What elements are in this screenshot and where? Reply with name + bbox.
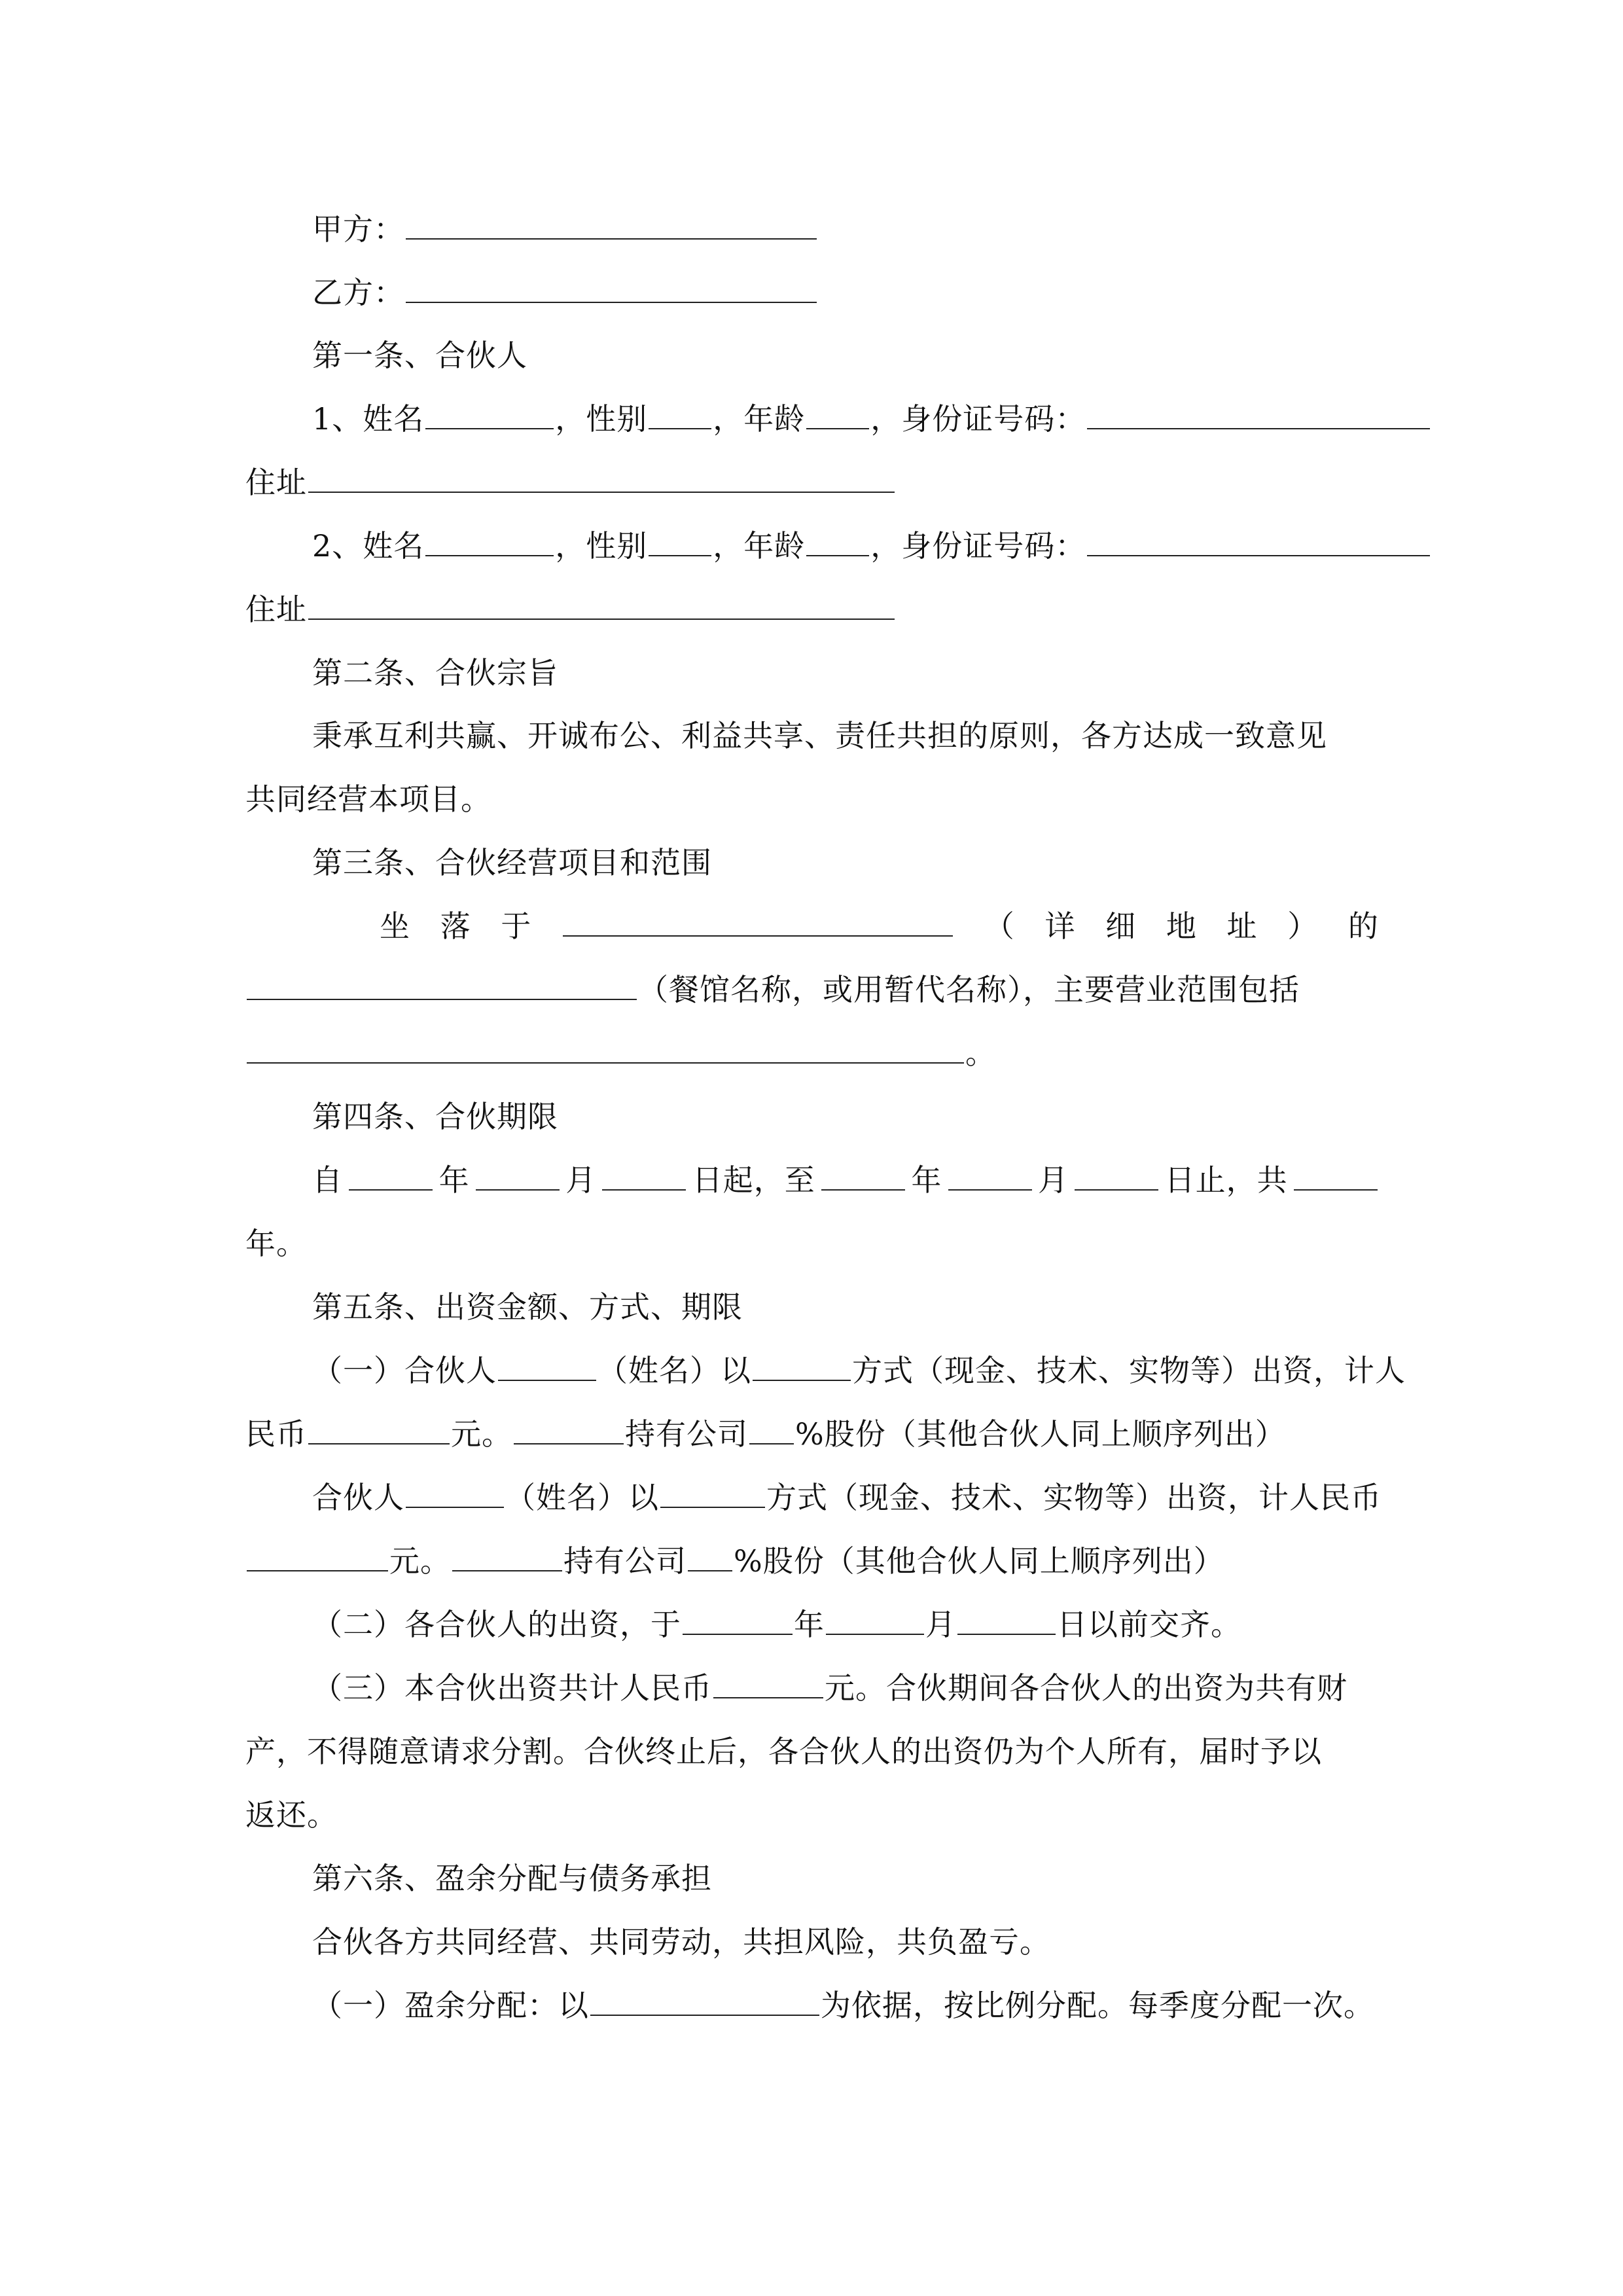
- distribution-basis-blank: [590, 1979, 819, 2016]
- total-years-blank: [1294, 1154, 1378, 1191]
- detail-char-7: 的: [1347, 908, 1379, 944]
- partner2-address-blank: [308, 583, 895, 620]
- article5-item1-line1: [312, 1344, 1406, 1397]
- detail-char-6: ）: [1287, 908, 1319, 944]
- article5-partner-line2: [245, 1535, 1379, 1587]
- partner1-name-label: 1、姓名: [312, 401, 425, 437]
- location-address-blank: [563, 900, 953, 937]
- item2-year: 年: [794, 1607, 825, 1642]
- article4-term-line: [312, 1154, 1379, 1206]
- item2-prefix: （二）各合伙人的出资，于: [312, 1607, 681, 1642]
- item1-hold: 持有公司: [625, 1416, 748, 1452]
- partner2-gender-label: ，性别: [555, 528, 648, 564]
- located-char-2: 落: [440, 908, 471, 944]
- term-day-start: 日起，至: [692, 1162, 815, 1198]
- party-a-label: 甲方：: [312, 211, 404, 247]
- party-b-line: [312, 266, 1379, 319]
- partner2-id-blank: [1087, 520, 1430, 556]
- item2-month-blank: [826, 1598, 924, 1635]
- partner2-line: [312, 520, 1379, 572]
- partner2-id-label: ，身份证号码：: [870, 528, 1086, 564]
- detail-char-2: 详: [1044, 908, 1076, 944]
- party-b-blank: [406, 266, 817, 303]
- article6-title: 第六条、盈余分配与债务承担: [312, 1861, 712, 1896]
- item2-day-blank: [957, 1598, 1056, 1635]
- partner-amount-blank: [247, 1535, 388, 1571]
- article5-item3-line3: 返还。: [245, 1797, 338, 1833]
- start-month-blank: [476, 1154, 560, 1191]
- item1-share-note: %股份（其他合伙人同上顺序列出）: [795, 1416, 1286, 1452]
- item1-prefix: （一）合伙人: [312, 1353, 497, 1388]
- article6-item1-prefix: （一）盈余分配：以: [312, 1988, 589, 2023]
- start-day-blank: [602, 1154, 686, 1191]
- article2-line1: 秉承互利共赢、开诚布公、利益共享、责任共担的原则，各方达成一致意见: [312, 718, 1327, 753]
- article5-title: 第五条、出资金额、方式、期限: [312, 1289, 743, 1325]
- item1-name-note: （姓名）以: [597, 1353, 751, 1388]
- partner2-address-label: 住址: [245, 592, 307, 627]
- detail-char-4: 地: [1166, 908, 1197, 944]
- item3-amount-blank: [713, 1662, 823, 1698]
- partner1-address-line: [245, 456, 1379, 509]
- partner-method-blank: [660, 1471, 765, 1508]
- partner2-address-line: [245, 583, 1379, 636]
- partner2-gender-blank: [649, 520, 711, 556]
- partner2-age-label: ，年龄: [713, 528, 806, 564]
- restaurant-name-blank: [247, 963, 637, 1000]
- business-scope-blank: [247, 1027, 964, 1064]
- term-from: 自: [312, 1162, 343, 1198]
- item1-holder-blank: [514, 1408, 624, 1444]
- partner1-age-label: ，年龄: [713, 401, 806, 437]
- term-year-1: 年: [438, 1162, 470, 1198]
- partner1-name-blank: [425, 393, 554, 429]
- start-year-blank: [349, 1154, 433, 1191]
- article2-title: 第二条、合伙宗旨: [312, 655, 558, 691]
- term-day-end: 日止，共: [1164, 1162, 1288, 1198]
- article3-location-line: [380, 900, 1379, 952]
- partner1-id-blank: [1087, 393, 1430, 429]
- item1-name-blank: [498, 1344, 596, 1381]
- partner-name-note: （姓名）以: [505, 1480, 659, 1515]
- partner1-address-label: 住址: [245, 465, 307, 500]
- detail-char-1: （: [984, 908, 1015, 944]
- restaurant-note: （餐馆名称，或用暂代名称），主要营业范围包括: [638, 972, 1300, 1007]
- partner-holder-blank: [452, 1535, 562, 1571]
- party-a-blank: [406, 203, 817, 240]
- partner1-address-blank: [308, 456, 895, 493]
- article6-item1-line: [312, 1979, 1379, 2032]
- scope-period: 。: [965, 1035, 996, 1071]
- partner2-name-blank: [425, 520, 554, 556]
- article5-partner-line1: [312, 1471, 1382, 1524]
- partner2-age-blank: [806, 520, 869, 556]
- article5-item3-line1: [312, 1662, 1379, 1714]
- partner1-gender-label: ，性别: [555, 401, 648, 437]
- end-year-blank: [821, 1154, 905, 1191]
- article4-years-end: 年。: [245, 1226, 307, 1261]
- item3-mid: 元。合伙期间各合伙人的出资为共有财: [825, 1670, 1347, 1706]
- item1-rmb: 民币: [245, 1416, 307, 1452]
- partner1-age-blank: [806, 393, 869, 429]
- detail-char-3: 细: [1105, 908, 1137, 944]
- end-month-blank: [948, 1154, 1032, 1191]
- term-month-1: 月: [565, 1162, 597, 1198]
- article6-item1-suffix: 为依据，按比例分配。每季度分配一次。: [821, 1988, 1374, 2023]
- article1-title: 第一条、合伙人: [312, 338, 527, 373]
- partner-yuan: 元。: [389, 1543, 451, 1579]
- article2-line2: 共同经营本项目。: [245, 781, 491, 817]
- located-char-1: 坐: [380, 908, 410, 944]
- item1-yuan: 元。: [451, 1416, 512, 1452]
- item1-share-blank: [749, 1408, 794, 1444]
- party-a-line: [312, 203, 1379, 255]
- partner-method-note: 方式（现金、技术、实物等）出资，计人民币: [766, 1480, 1382, 1515]
- partner-hold: 持有公司: [563, 1543, 687, 1579]
- item3-prefix: （三）本合伙出资共计人民币: [312, 1670, 712, 1706]
- term-year-2: 年: [911, 1162, 942, 1198]
- partner-label: 合伙人: [312, 1480, 404, 1515]
- term-month-2: 月: [1037, 1162, 1069, 1198]
- item1-method-blank: [753, 1344, 851, 1381]
- item2-end: 日以前交齐。: [1057, 1607, 1241, 1642]
- detail-char-5: 址: [1226, 908, 1258, 944]
- item1-amount-blank: [308, 1408, 450, 1444]
- partner1-line: [312, 393, 1379, 445]
- article5-item2-line: [312, 1598, 1379, 1651]
- partner-name-blank: [406, 1471, 504, 1508]
- article4-title: 第四条、合伙期限: [312, 1099, 558, 1134]
- partner1-id-label: ，身份证号码：: [870, 401, 1086, 437]
- located-char-3: 于: [501, 908, 532, 944]
- item2-month: 月: [925, 1607, 956, 1642]
- partner-share-blank: [688, 1535, 732, 1571]
- partner2-name-label: 2、姓名: [312, 528, 425, 564]
- article6-line1: 合伙各方共同经营、共同劳动，共担风险，共负盈亏。: [312, 1924, 1050, 1960]
- article3-scope-line: [245, 1027, 1379, 1079]
- partner-share-note: %股份（其他合伙人同上顺序列出）: [734, 1543, 1224, 1579]
- item2-year-blank: [683, 1598, 793, 1635]
- partner1-gender-blank: [649, 393, 711, 429]
- article3-title: 第三条、合伙经营项目和范围: [312, 845, 712, 880]
- article5-item3-line2: 产，不得随意请求分割。合伙终止后，各合伙人的出资仍为个人所有，届时予以: [245, 1734, 1322, 1769]
- article5-item1-line2: [245, 1408, 1379, 1460]
- article3-restaurant-line: [245, 963, 1379, 1016]
- end-day-blank: [1075, 1154, 1158, 1191]
- party-b-label: 乙方：: [312, 275, 404, 310]
- item1-method-note: 方式（现金、技术、实物等）出资，计人: [852, 1353, 1406, 1388]
